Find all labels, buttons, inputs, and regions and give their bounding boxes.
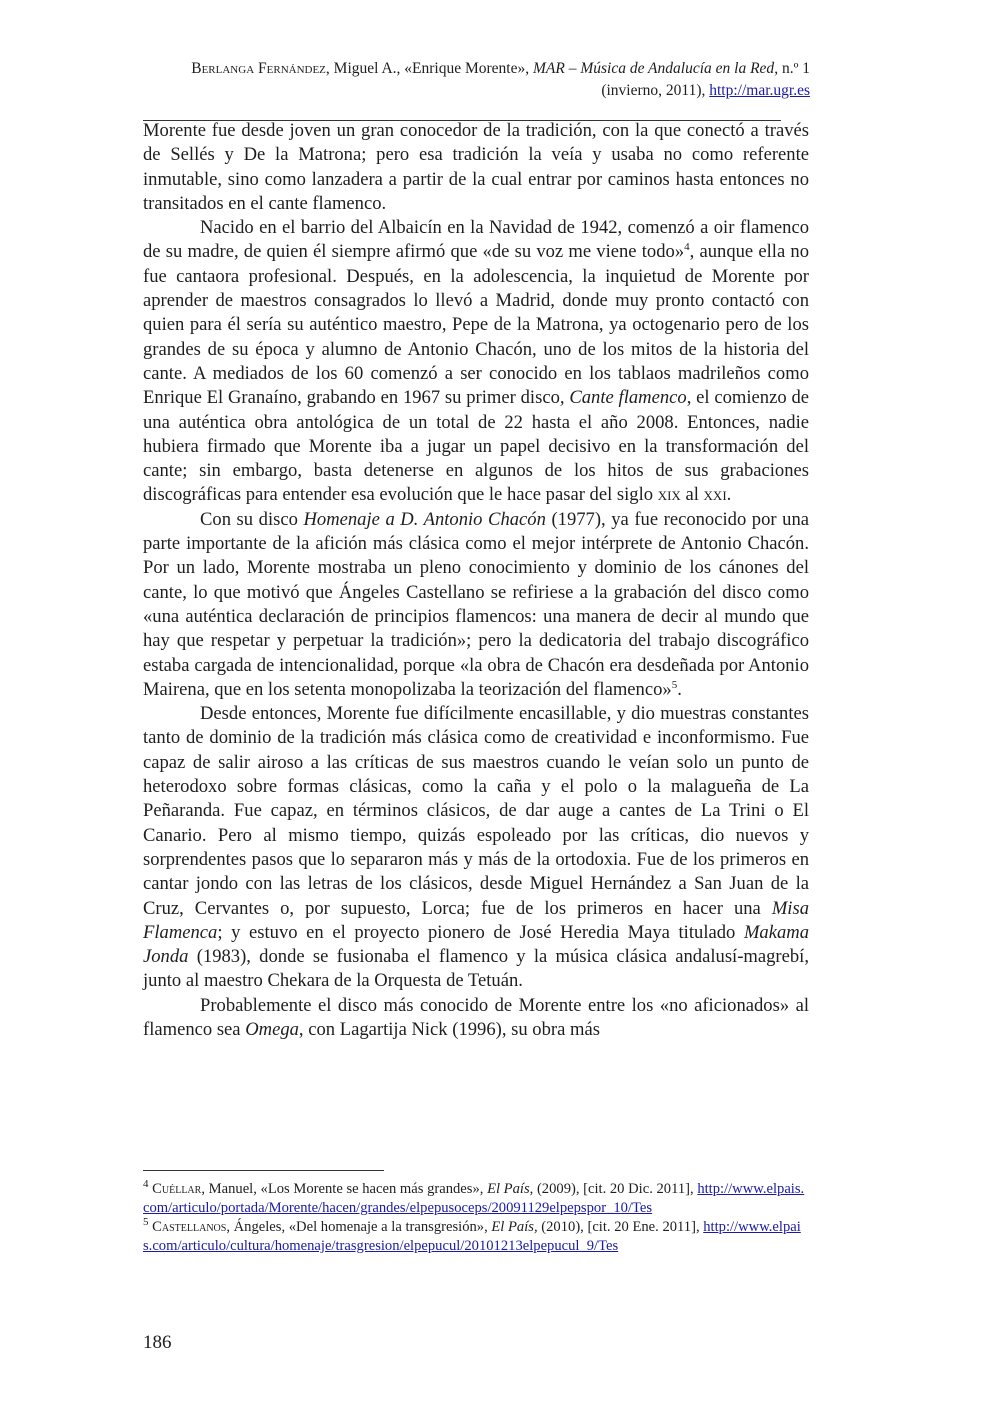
paragraph-3-text-end: . (677, 678, 682, 700)
paragraph-1 (143, 119, 809, 216)
footnote-5-source: El País (491, 1219, 534, 1235)
century-19: xix (657, 484, 681, 506)
paragraph-4-text-b: ; y estuvo en el proyecto pionero de José Heredia Maya titulado (217, 921, 744, 943)
header-season: (invierno, 2011), (601, 82, 710, 99)
paragraph-2-text-end: . (726, 484, 732, 506)
paragraph-3-text-b: (1977), ya fue reconocido por una parte importante de la afición más clásica como el mejor intérprete de Antonio Chacón. Por un lado, Morente mostraba un pleno conocimiento y dominio de los cánones del cante, lo que motivó que Ángeles Castellano se refiriese a la grabación del disco como «una auténtica declaración de principios flamencos: una manera de decir al mundo que hay que respetar y perpetuar la tradición»; pero la dedicatoria del trabajo discográfico estaba cargada de intencionalidad, porque «la obra de Chacón era desdeñada por Antonio Mairena, que en los setenta monopolizaba la teorización del flamenco» (143, 508, 809, 700)
footnote-5-number: 5 (143, 1216, 149, 1229)
body-text (143, 119, 809, 1042)
header-issue: , n.º 1 (774, 60, 810, 77)
footnote-rule (143, 1170, 384, 1171)
header-author-rest: , Miguel A., «Enrique Morente», (325, 60, 533, 77)
paragraph-1-text: Morente fue desde joven un gran conocedor de la tradición, con la que conectó a través de Sellés y De la Matrona; pero esa tradición la veía y usaba no como referente inmutable, sino como lanzadera a partir de la cual entrar por caminos hasta entonces no transitados en el cante flamenco. (143, 120, 809, 214)
paragraph-5-text-b: , con Lagartija Nick (1996), su obra más (298, 1018, 600, 1040)
footnote-ref-5[interactable]: 5 (671, 678, 678, 691)
footnote-4 (143, 1180, 809, 1218)
footnotes (143, 1180, 809, 1256)
paragraph-4 (143, 702, 809, 994)
album-title-misa-flamenca: Misa Flamenca (143, 897, 809, 943)
album-title-homenaje: Homenaje a D. Antonio Chacón (303, 508, 546, 530)
paragraph-4-text-a: Desde entonces, Morente fue difícilmente encasillable, y dio muestras constantes tanto de dominio de la tradición más clásica como de creatividad e inconformismo. Fue capaz de salir airoso a las críticas de sus maestros cuando le veían solo un punto de heterodoxo sobre formas clásicas, como la caña y el polo o la malagueña de La Peñaranda. Fue capaz, en términos clásicos, de dar auge a cantes de La Trini o El Canario. Pero al mismo tiempo, quizás espoleado por las críticas, dio nuevos y sorprendentes pasos que lo separaron más y más de la ortodoxia. Fue de los primeros en cantar jondo con las letras de los clásicos, desde Miguel Hernández a San Juan de la Cruz, Cervantes o, por supuesto, Lorca; fue de los primeros en hacer una (143, 703, 809, 919)
paragraph-5-text-a: Probablemente el disco más conocido de Morente entre los «no aficionados» al flamenco sea (143, 994, 809, 1040)
page-number: 186 (143, 1332, 172, 1353)
footnote-4-source: El País (487, 1181, 530, 1197)
century-21: xxi (703, 484, 727, 506)
footnote-5 (143, 1218, 809, 1256)
footnote-4-link[interactable]: http://www.elpais.com/articulo/portada/Morente/hacen/grandes/elpepusoceps/20091129elpepspor_10/Tes (143, 1181, 805, 1216)
paragraph-2-text-mid: al (680, 484, 704, 506)
paragraph-5 (143, 994, 809, 1043)
footnote-5-date: , (2010), [cit. 20 Ene. 2011], (533, 1219, 704, 1235)
paragraph-3 (143, 508, 809, 702)
footnote-4-number: 4 (143, 1178, 149, 1191)
header-url-link[interactable]: http://mar.ugr.es (709, 82, 810, 99)
footnote-4-title: , Manuel, «Los Morente se hacen más grandes», (201, 1181, 488, 1197)
running-header (143, 58, 810, 102)
footnote-5-title: , Ángeles, «Del homenaje a la transgresión», (226, 1219, 492, 1235)
header-journal: MAR – Música de Andalucía en la Red (532, 60, 775, 77)
footnote-4-date: , (2009), [cit. 20 Dic. 2011], (529, 1181, 698, 1197)
footnote-5-link[interactable]: http://www.elpais.com/articulo/cultura/homenaje/trasgresion/elpepucul/20101213elpepucul_9/Tes (143, 1219, 801, 1254)
album-title-omega: Omega (245, 1018, 299, 1040)
footnote-ref-4[interactable]: 4 (684, 241, 690, 254)
header-author-surname: Berlanga Fernández (191, 60, 326, 77)
paragraph-2-text-d: , el comienzo de una auténtica obra antológica de un total de 22 hasta el año 2008. Entonces, nadie hubiera firmado que Morente iba a jugar un papel decisivo en la transformación del cante; sin embargo, basta detenerse en algunos de los hitos de sus grabaciones discográficas para entender esa evolución que le hace pasar del siglo (143, 387, 809, 506)
paragraph-3-text-a: Con su disco (200, 508, 304, 530)
paragraph-2-text-a: Nacido en el barrio del Albaicín en la Navidad de 1942, comenzó a oir flamenco de su madre, de quien él siempre afirmó que «de su voz me viene todo» (143, 217, 809, 263)
paragraph-2 (143, 216, 809, 508)
album-title-cante-flamenco: , Cante flamenco (559, 387, 687, 409)
paragraph-4-text-c: (1983), donde se fusionaba el flamenco y la música clásica andalusí-magrebí, junto al maestro Chekara de la Orquesta de Tetuán. (143, 946, 809, 992)
footnote-5-author: Castellanos (152, 1219, 227, 1235)
album-title-makama-jonda: Makama Jonda (143, 921, 809, 968)
footnote-4-author: Cuéllar (152, 1181, 202, 1197)
paragraph-2-text-b: , aunque ella no fue cantaora profesional. Después, en la adolescencia, la inquietud de Morente por aprender de maestros consagrados lo llevó a Madrid, donde muy pronto contactó con quien para él sería su auténtico maestro, Pepe de la Matrona, ya octogenario pero de los grandes de su época y alumno de Antonio Chacón, uno de los mitos de la historia del cante. A mediados de los 60 comenzó a ser conocido en los tablaos madrileños como Enrique El Granaíno, grabando en 1967 su primer disco (143, 241, 810, 409)
